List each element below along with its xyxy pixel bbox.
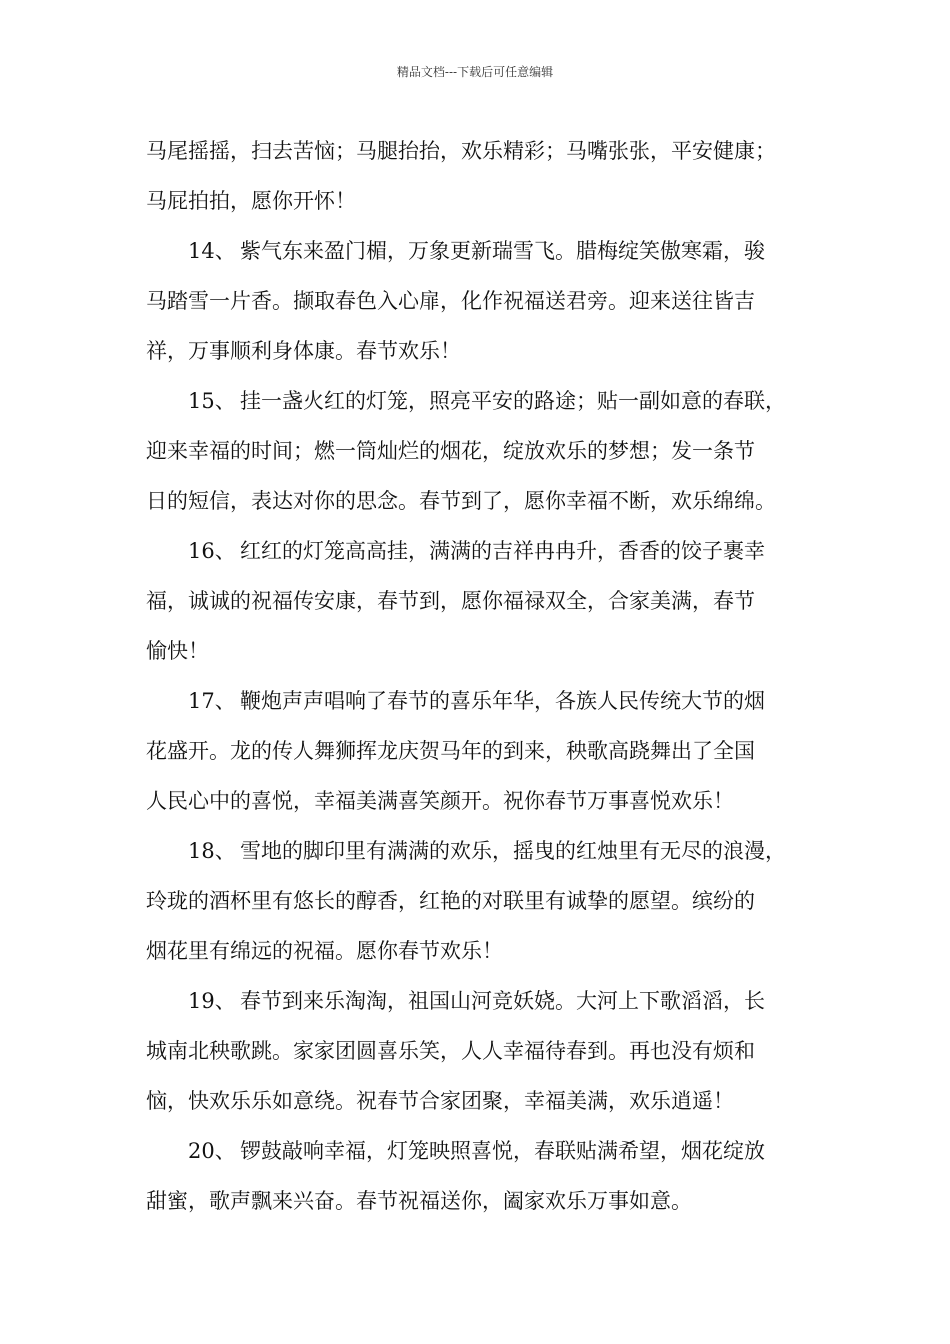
item-line: 烟花里有绵远的祝福。愿你春节欢乐！ (146, 939, 503, 963)
item-line: 甜蜜，歌声飘来兴奋。春节祝福送你，阖家欢乐万事如意。 (146, 1189, 692, 1213)
item-line: 愉快！ (146, 639, 209, 663)
item-text: 雪地的脚印里有满满的欢乐，摇曳的红烛里有无尽的浪漫， (240, 839, 786, 863)
intro-line: 马尾摇摇，扫去苦恼；马腿抬抬，欢乐精彩；马嘴张张，平安健康； (146, 139, 776, 163)
item-first-line (146, 976, 810, 1026)
item-number: 16、 (188, 539, 236, 563)
item-text: 春节到来乐淘淘，祖国山河竞妖娆。大河上下歌滔滔，长 (240, 989, 765, 1013)
document-body (146, 126, 810, 1226)
item-first-line (146, 226, 810, 276)
item-number: 19、 (188, 989, 236, 1013)
item-first-line (146, 1126, 810, 1176)
item-number: 17、 (188, 689, 236, 713)
item-number: 15、 (188, 389, 236, 413)
item-line: 福，诚诚的祝福传安康，春节到，愿你福禄双全，合家美满，春节 (146, 589, 755, 613)
item-line: 祥，万事顺利身体康。春节欢乐！ (146, 339, 461, 363)
item-text: 紫气东来盈门楣，万象更新瑞雪飞。腊梅绽笑傲寒霜，骏 (240, 239, 765, 263)
item-line: 迎来幸福的时间；燃一筒灿烂的烟花，绽放欢乐的梦想；发一条节 (146, 439, 755, 463)
item-line: 城南北秧歌跳。家家团圆喜乐笑，人人幸福待春到。再也没有烦和 (146, 1039, 755, 1063)
item-first-line (146, 676, 810, 726)
item-number: 20、 (188, 1139, 236, 1163)
item-line: 花盛开。龙的传人舞狮挥龙庆贺马年的到来，秧歌高跷舞出了全国 (146, 739, 755, 763)
item-first-line (146, 826, 810, 876)
item-line: 马踏雪一片香。撷取春色入心扉，化作祝福送君旁。迎来送往皆吉 (146, 289, 755, 313)
item-text: 锣鼓敲响幸福，灯笼映照喜悦，春联贴满希望，烟花绽放 (240, 1139, 765, 1163)
item-text: 红红的灯笼高高挂，满满的吉祥冉冉升，香香的饺子裹幸 (240, 539, 765, 563)
item-text: 挂一盏火红的灯笼，照亮平安的路途；贴一副如意的春联， (240, 389, 786, 413)
item-first-line (146, 376, 810, 426)
page-header: 精品文档---下载后可任意编辑 (396, 65, 554, 79)
item-text: 鞭炮声声唱响了春节的喜乐年华，各族人民传统大节的烟 (240, 689, 765, 713)
item-line: 玲珑的酒杯里有悠长的醇香，红艳的对联里有诚挚的愿望。缤纷的 (146, 889, 755, 913)
item-number: 18、 (188, 839, 236, 863)
intro-line: 马屁拍拍，愿你开怀！ (146, 189, 356, 213)
item-line: 人民心中的喜悦，幸福美满喜笑颜开。祝你春节万事喜悦欢乐！ (146, 789, 734, 813)
item-first-line (146, 526, 810, 576)
item-line: 日的短信，表达对你的思念。春节到了，愿你幸福不断，欢乐绵绵。 (146, 489, 776, 513)
item-number: 14、 (188, 239, 236, 263)
item-line: 恼，快欢乐乐如意绕。祝春节合家团聚，幸福美满，欢乐逍遥！ (146, 1089, 734, 1113)
